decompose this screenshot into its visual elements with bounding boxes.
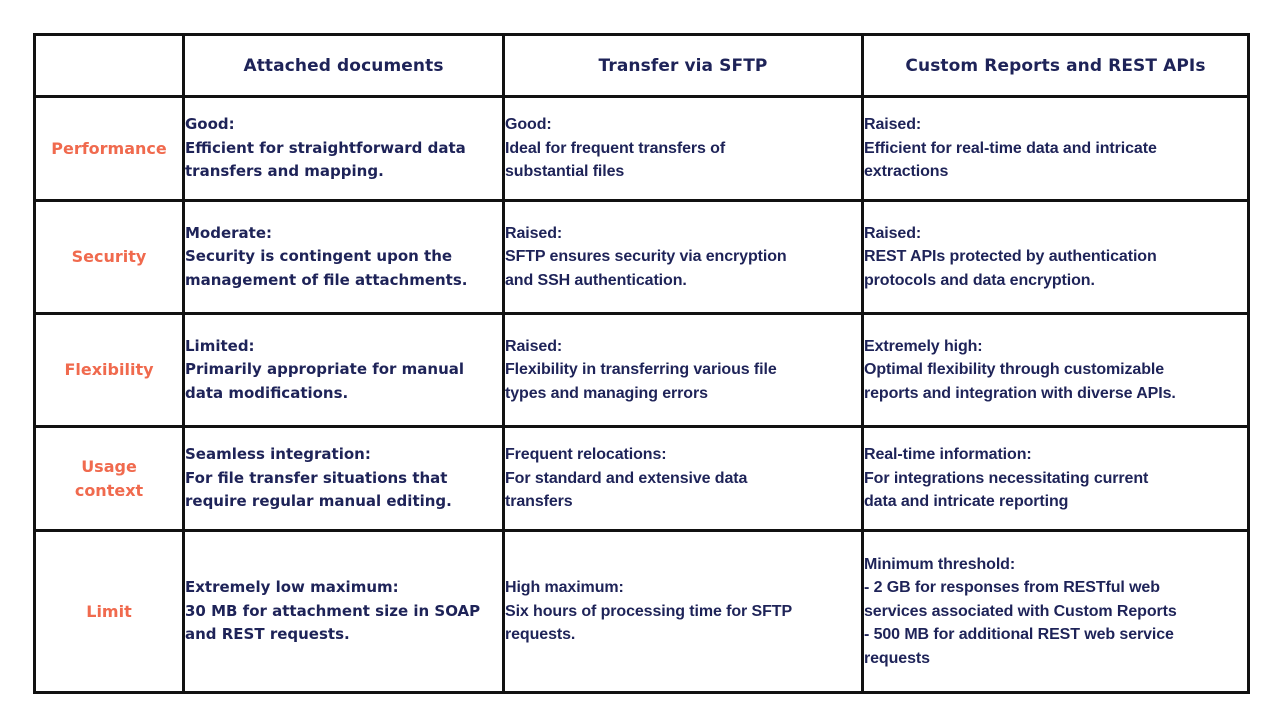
- cell-line: Flexibility in transferring various file: [505, 361, 777, 379]
- cell-title: Seamless integration:: [185, 445, 371, 464]
- cell-line: extractions: [864, 163, 949, 181]
- cell-line: Primarily appropriate for manual: [185, 360, 465, 379]
- cell-performance-attached: [184, 97, 504, 201]
- cell-line: data modifications.: [185, 383, 349, 402]
- cell-line: For file transfer situations that: [185, 468, 448, 487]
- cell-line: transfers: [505, 493, 573, 511]
- cell-title: Good:: [185, 115, 235, 134]
- cell-line: data and intricate reporting: [864, 493, 1069, 511]
- row-label-security: Security: [35, 201, 184, 314]
- cell-usage-sftp: [504, 427, 863, 531]
- cell-flexibility-rest: [863, 314, 1249, 427]
- cell-line: REST APIs protected by authentication: [864, 248, 1157, 266]
- cell-line: requests: [864, 649, 930, 667]
- cell-line: Security is contingent upon the: [185, 247, 453, 266]
- cell-line: management of file attachments.: [185, 270, 468, 289]
- cell-title: Minimum threshold:: [864, 555, 1016, 573]
- cell-title: Raised:: [505, 337, 563, 355]
- cell-line: and REST requests.: [185, 625, 350, 644]
- cell-line: - 2 GB for responses from RESTful web: [864, 579, 1160, 597]
- cell-usage-attached: [184, 427, 504, 531]
- column-header-sftp: Transfer via SFTP: [504, 35, 863, 97]
- corner-cell: [35, 35, 184, 97]
- cell-title: Raised:: [864, 224, 922, 242]
- table-row-security: [35, 201, 1249, 314]
- cell-title: Raised:: [505, 224, 563, 242]
- cell-line: For standard and extensive data: [505, 469, 748, 487]
- cell-line: Optimal flexibility through customizable: [864, 361, 1165, 379]
- cell-line: require regular manual editing.: [185, 492, 452, 511]
- cell-line: transfers and mapping.: [185, 162, 384, 181]
- cell-line: Six hours of processing time for SFTP: [505, 602, 793, 620]
- row-label-limit: Limit: [35, 531, 184, 693]
- cell-line: protocols and data encryption.: [864, 271, 1095, 289]
- cell-limit-attached: [184, 531, 504, 693]
- cell-line: Efficient for real-time data and intricate: [864, 139, 1157, 157]
- cell-line: 30 MB for attachment size in SOAP: [185, 601, 481, 620]
- row-label-flexibility: Flexibility: [35, 314, 184, 427]
- cell-title: Real-time information:: [864, 446, 1032, 464]
- column-header-attached-documents: Attached documents: [184, 35, 504, 97]
- row-label-performance: Performance: [35, 97, 184, 201]
- comparison-table: [33, 33, 1250, 694]
- cell-line: types and managing errors: [505, 384, 708, 402]
- header-row: [35, 35, 1249, 97]
- cell-line: Efficient for straightforward data: [185, 138, 466, 157]
- table-row-performance: [35, 97, 1249, 201]
- row-label-line: Usage: [81, 456, 137, 476]
- cell-title: Limited:: [185, 336, 255, 355]
- cell-line: SFTP ensures security via encryption: [505, 248, 787, 266]
- table-row-limit: [35, 531, 1249, 693]
- cell-security-rest: [863, 201, 1249, 314]
- cell-security-sftp: [504, 201, 863, 314]
- comparison-table-container: [33, 33, 1247, 691]
- cell-limit-sftp: [504, 531, 863, 693]
- row-label-usage-context: [35, 427, 184, 531]
- cell-line: substantial files: [505, 163, 625, 181]
- cell-usage-rest: [863, 427, 1249, 531]
- cell-line: reports and integration with diverse APIs.: [864, 384, 1176, 402]
- cell-performance-sftp: [504, 97, 863, 201]
- cell-title: Extremely low maximum:: [185, 578, 399, 597]
- cell-line: - 500 MB for additional REST web service: [864, 626, 1174, 644]
- cell-title: Good:: [505, 116, 552, 134]
- cell-title: High maximum:: [505, 579, 624, 597]
- cell-title: Moderate:: [185, 223, 273, 242]
- cell-security-attached: [184, 201, 504, 314]
- cell-line: requests.: [505, 626, 576, 644]
- cell-title: Frequent relocations:: [505, 446, 667, 464]
- table-row-flexibility: [35, 314, 1249, 427]
- column-header-rest-apis: Custom Reports and REST APIs: [863, 35, 1249, 97]
- cell-line: For integrations necessitating current: [864, 469, 1149, 487]
- cell-limit-rest: [863, 531, 1249, 693]
- row-label-line: context: [74, 480, 144, 500]
- cell-line: services associated with Custom Reports: [864, 602, 1177, 620]
- table-row-usage-context: [35, 427, 1249, 531]
- cell-flexibility-sftp: [504, 314, 863, 427]
- cell-flexibility-attached: [184, 314, 504, 427]
- cell-title: Raised:: [864, 116, 922, 134]
- cell-title: Extremely high:: [864, 337, 983, 355]
- cell-line: and SSH authentication.: [505, 271, 687, 289]
- cell-performance-rest: [863, 97, 1249, 201]
- cell-line: Ideal for frequent transfers of: [505, 139, 726, 157]
